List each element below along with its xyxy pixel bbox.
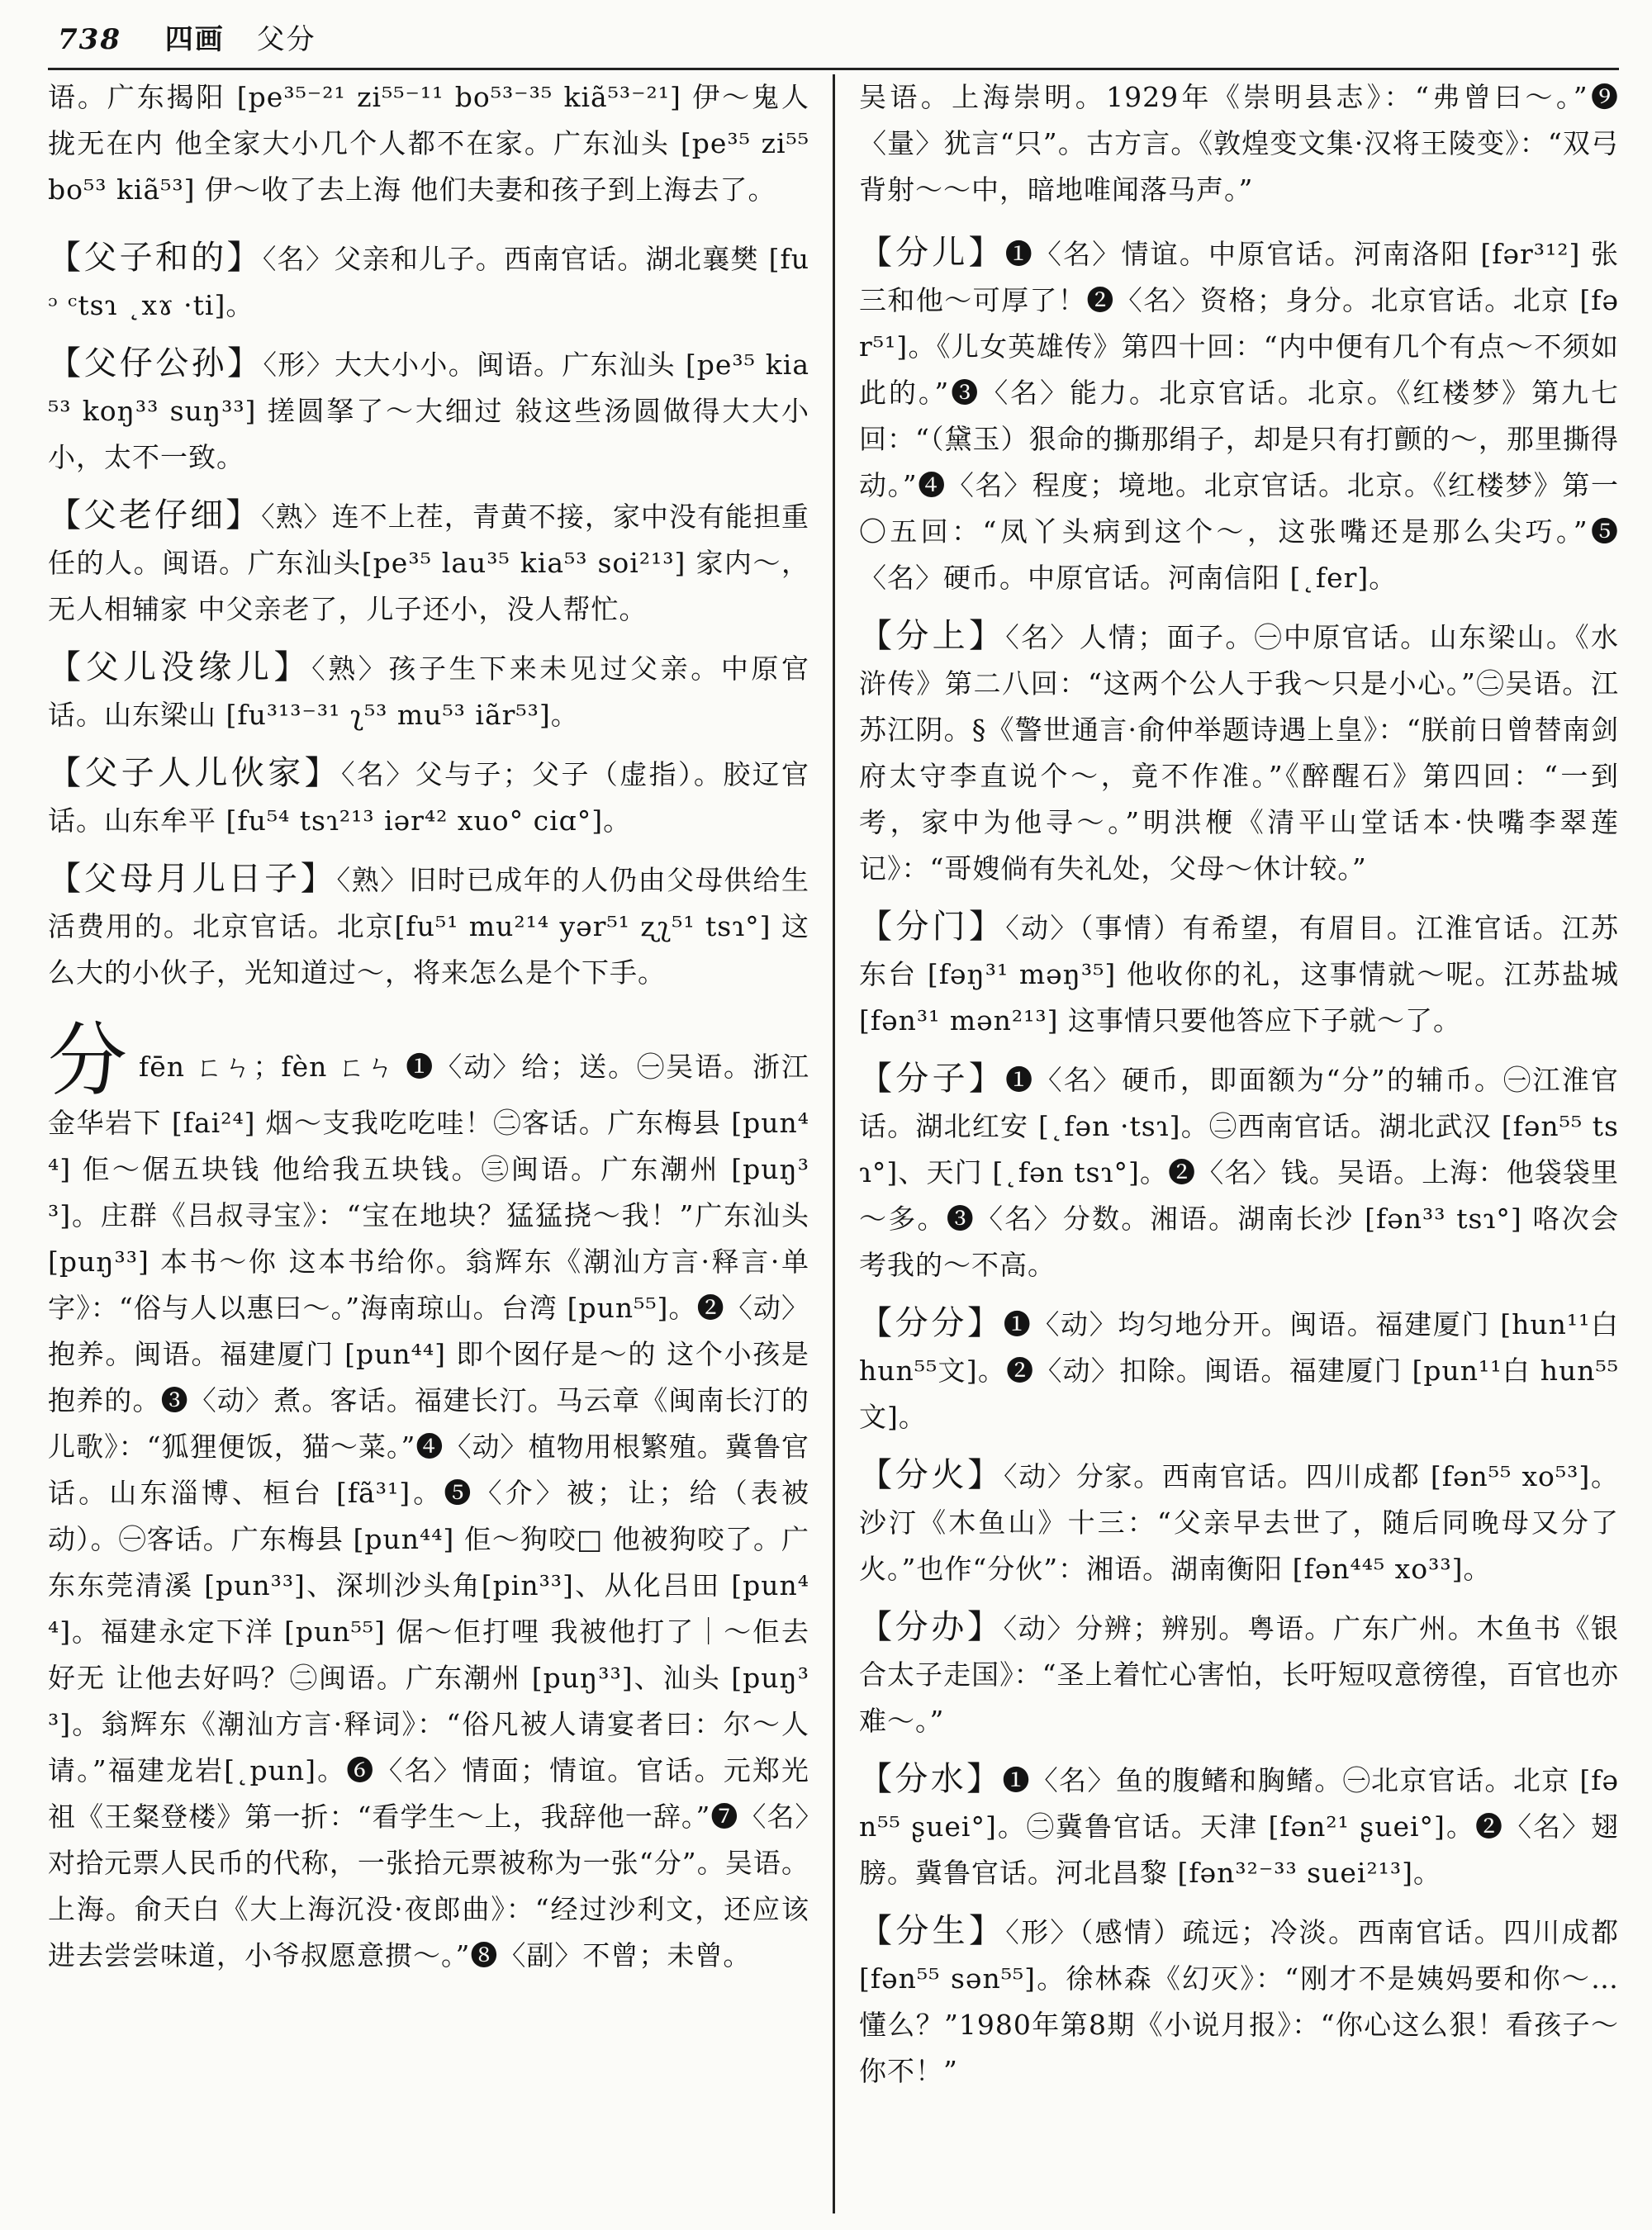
entry-headword: 【分生】 [859,1912,1006,1950]
entry-text: 〈动〉（事情）有希望，有眉目。江淮官话。江苏东台 [fəŋ³¹ məŋ³⁵] 他收你的礼，这事情就～呢。江苏盐城 [fən³¹ mən²¹³] 这事情只要他答应下子就～了。 [859,912,1620,1037]
dictionary-entry [859,230,1619,601]
entry-headword: 【分分】 [859,1304,1004,1342]
header-rule [48,68,1619,70]
page-header [58,18,1602,61]
entry-headword: 【分门】 [859,908,1006,946]
entry-text: 〈名〉父与子；父子（虚指）。胶辽官话。山东牟平 [fu⁵⁴ tsɿ²¹³ iər⁴² xuo° ciɑ°]。 [48,758,809,837]
dictionary-entry [859,1908,1619,2095]
entry-headword: 【分水】 [859,1760,1003,1798]
dictionary-entry [48,340,809,481]
entry-headword: 【父母月儿日子】 [48,860,337,898]
dictionary-entry [859,1300,1619,1440]
dictionary-entry [859,613,1619,892]
entry-text: 〈名〉人情；面子。㊀中原官话。山东梁山。《水浒传》第二八回：“这两个公人于我～只是小心。”㊁吴语。江苏江阴。§《警世通言·俞仲举题诗遇上皇》：“朕前日曾替南剑府太守李直说个～，竟不作准。”《醉醒石》第四回：“一到考，家中为他寻～。”明洪楩《清平山堂话本·快嘴李翠莲记》：“哥嫂倘有失礼处，父母～休计较。” [859,621,1620,885]
entry-text: 〈熟〉孩子生下来未见过父亲。中原官话。山东梁山 [fu³¹³⁻³¹ ʅ⁵³ mu⁵³ iãr⁵³]。 [48,652,810,731]
dictionary-entry [859,1452,1619,1592]
entry-text: 〈熟〉连不上茬，青黄不接，家中没有能担重任的人。闽语。广东汕头[pe³⁵ lau³⁵ kia⁵³ soi²¹³] 家内～，无人相辅家 中父亲老了，儿子还小，没人帮忙。 [48,501,810,625]
section-label: 四画 [164,23,225,56]
dictionary-entry [859,1056,1619,1288]
character-entry [48,1014,810,1979]
entry-text: 〈名〉父亲和儿子。西南官话。湖北襄樊 [fuᵓ ᶜtsɿ ˛xɤ ·ti]。 [48,243,809,321]
entry-headword: 【分上】 [859,617,1006,655]
continued-entry: 吴语。上海崇明。1929年《崇明县志》：“弗曾曰～。”❾〈量〉犹言“只”。古方言。《敦煌变文集·汉将王陵变》：“双弓背射～～中，暗地唯闻落马声。” [859,81,1619,206]
entry-headword: 【分儿】 [859,234,1005,272]
entry-text: ❶〈名〉鱼的腹鳍和胸鳍。㊀北京官话。北京 [fən⁵⁵ ʂuei°]。㊁冀鲁官话。天津 [fən²¹ ʂuei°]。❷〈名〉翅膀。冀鲁官话。河北昌黎 [fən³²⁻³³ suei²¹³]。 [859,1764,1620,1889]
entry-headword: 【父老仔细】 [48,496,262,534]
headword-character: 分 [48,1014,129,1107]
entry-text: ❶〈名〉硬币，即面额为“分”的辅币。㊀江淮官话。湖北红安 [˛fən ·tsɿ]。㊁西南官话。湖北武汉 [fən⁵⁵ tsɿ°]、天门 [˛fən tsɿ°]。❷〈名〉钱。吴语。上海：他袋袋里～多。❸〈名〉分数。湘语。湖南长沙 [fən³³ tsɿ°] 咯次会考我的～不高。 [859,1064,1620,1281]
entry-text: 〈熟〉旧时已成年的人仍由父母供给生活费用的。北京官话。北京[fu⁵¹ mu²¹⁴ yər⁵¹ ʐʅ⁵¹ tsɿ°] 这么大的小伙子，光知道过～，将来怎么是个下手。 [48,864,809,989]
entry-headword: 【分火】 [859,1456,1004,1494]
entry-text: 〈形〉（感情）疏远；冷淡。西南官话。四川成都 [fən⁵⁵ sən⁵⁵]。徐林森《幻灭》：“刚才不是姨妈要和你～…懂么？”1980年第8期《小说月报》：“你心这么狠！看孩子～你不！” [859,1916,1620,2087]
continued-entry: 语。广东揭阳 [pe³⁵⁻²¹ zi⁵⁵⁻¹¹ bo⁵³⁻³⁵ kiã⁵³⁻²¹] 伊～鬼人拢无在内 他全家大小几个人都不在家。广东汕头 [pe³⁵ zi⁵⁵ bo⁵³ kiã⁵³] 伊～收了去上海 他们夫妻和孩子到上海去了。 [48,81,809,206]
column-divider [833,74,835,2213]
dictionary-entry [48,856,809,996]
entry-text: 〈形〉大大小小。闽语。广东汕头 [pe³⁵ kia⁵³ koŋ³³ suŋ³³] 搓圆拏了～大细过 敍这些汤圆做得大大小小，太不一致。 [48,349,810,473]
entry-headword: 【分办】 [859,1608,1004,1646]
entry-text: ❶〈名〉情谊。中原官话。河南洛阳 [fər³¹²] 张三和他～可厚了！❷〈名〉资格；身分。北京官话。北京 [fər⁵¹]。《儿女英雄传》第四十回：“内中便有几个有点～不须如此的。”❸〈名〉能力。北京官话。北京。《红楼梦》第九七回：“（黛玉）狠命的撕那绢子，却是只有打颤的～，那里撕得动。”❹〈名〉程度；境地。北京官话。北京。《红楼梦》第一〇五回：“凤丫头病到这个～，这张嘴还是那么尖巧。”❺〈名〉硬币。中原官话。河南信阳 [˛fer]。 [859,238,1620,594]
entry-headword: 【分子】 [859,1060,1006,1098]
entry-text: fēn ㄈㄣ；fèn ㄈㄣ ❶〈动〉给；送。㊀吴语。浙江金华岩下 [fai²⁴] 烟～支我吃吃哇！㊁客话。广东梅县 [pun⁴⁴] 佢～倨五块钱 他给我五块钱。㊂闽语。广东潮州 [puŋ³³]。庄群《吕叔寻宝》：“宝在地块？猛猛挠～我！”广东汕头 [puŋ³³] 本书～你 这本书给你。翁辉东《潮汕方言·释言·单字》：“俗与人以惠曰～。”海南琼山。台湾 [pun⁵⁵]。❷〈动〉抱养。闽语。福建厦门 [pun⁴⁴] 即个囡仔是～的 这个小孩是抱养的。❸〈动〉煮。客话。福建长汀。马云章《闽南长汀的儿歌》：“狐狸便饭，猫～菜。”❹〈动〉植物用根繁殖。冀鲁官话。山东淄博、桓台 [fã³¹]。❺〈介〉被；让；给（表被动）。㊀客话。广东梅县 [pun⁴⁴] 佢～狗咬□ 他被狗咬了。广东东莞清溪 [pun³³]、深圳沙头角[pin³³]、从化吕田 [pun⁴⁴]。福建永定下洋 [pun⁵⁵] 倨～佢打哩 我被他打了｜～佢去好无 让他去好吗？㊁闽语。广东潮州 [puŋ³³]、汕头 [puŋ³³]。翁辉东《潮汕方言·释词》：“俗凡被人请宴者曰：尔～人请。”福建龙岩[˛pun]。❻〈名〉情面；情谊。官话。元郑光祖《王粲登楼》第一折：“看学生～上，我辞他一辞。”❼〈名〉对拾元票人民币的代称，一张拾元票被称为一张“分”。吴语。上海。俞天白《大上海沉没·夜郎曲》：“经过沙利文，还应该进去尝尝味道，小爷叔愿意掼～。”❽〈副〉不曾；未曾。 [48,1051,810,1971]
dictionary-entry [48,750,809,844]
dictionary-entry [859,1604,1619,1744]
entry-text: 〈动〉分家。西南官话。四川成都 [fən⁵⁵ xo⁵³]。沙汀《木鱼山》十三：“父亲早去世了，随后同晚母又分了火。”也作“分伙”：湘语。湖南衡阳 [fən⁴⁴⁵ xo³³]。 [859,1460,1620,1585]
right-column [859,74,1619,2106]
entry-headword: 【父仔公孙】 [48,344,263,382]
entry-text: ❶〈动〉均匀地分开。闽语。福建厦门 [hun¹¹白 hun⁵⁵文]。❷〈动〉扣除。闽语。福建厦门 [pun¹¹白 hun⁵⁵文]。 [859,1308,1619,1433]
dictionary-entry [48,235,809,329]
left-column [48,74,809,1990]
dictionary-entry [48,644,809,738]
dictionary-entry [859,1756,1619,1896]
entry-headword: 【父子和的】 [48,239,263,277]
entry-headword: 【父子人儿伙家】 [48,754,341,792]
page-number: 738 [58,23,121,56]
radical-label: 父分 [256,23,316,56]
entry-headword: 【父儿没缘儿】 [48,648,312,686]
entry-text: 〈动〉分辨；辨别。粤语。广东广州。木鱼书《银合太子走国》：“圣上着忙心害怕，长吁短叹意徬徨，百官也亦难～。” [859,1612,1620,1737]
dictionary-entry [48,492,809,633]
dictionary-entry [859,904,1619,1044]
